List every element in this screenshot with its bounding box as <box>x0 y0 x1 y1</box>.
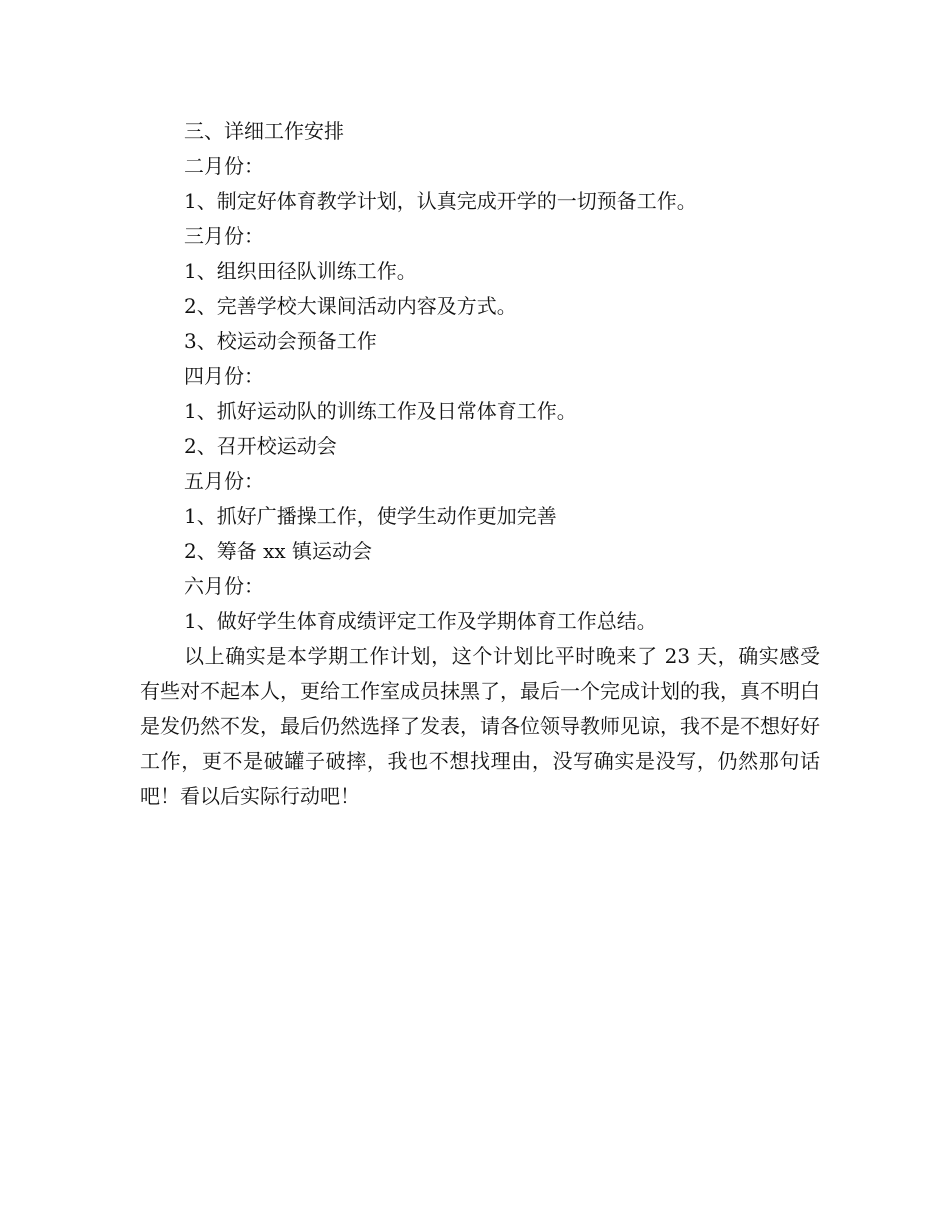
list-item: 1、组织田径队训练工作。 <box>184 259 417 283</box>
document-body <box>140 114 820 814</box>
list-item: 1、制定好体育教学计划，认真完成开学的一切预备工作。 <box>184 189 697 213</box>
list-item: 1、抓好运动队的训练工作及日常体育工作。 <box>184 399 577 423</box>
list-item: 2、召开校运动会 <box>184 434 337 458</box>
list-item: 2、筹备 xx 镇运动会 <box>184 539 372 563</box>
list-item: 1、抓好广播操工作，使学生动作更加完善 <box>184 504 557 528</box>
month-heading-april: 四月份： <box>184 364 264 388</box>
list-item: 1、做好学生体育成绩评定工作及学期体育工作总结。 <box>184 609 657 633</box>
list-item: 2、完善学校大课间活动内容及方式。 <box>184 294 517 318</box>
month-heading-may: 五月份： <box>184 469 264 493</box>
month-heading-june: 六月份： <box>184 574 264 598</box>
closing-paragraph: 以上确实是本学期工作计划，这个计划比平时晚来了 23 天，确实感受有些对不起本人，更给工作室成员抹黑了，最后一个完成计划的我，真不明白是发仍然不发，最后仍然选择了发表，请各位领导教师见谅，我不是不想好好工作，更不是破罐子破摔，我也不想找理由，没写确实是没写，仍然那句话吧！看以后实际行动吧！ <box>140 644 820 808</box>
month-heading-march: 三月份： <box>184 224 264 248</box>
list-item: 3、校运动会预备工作 <box>184 329 377 353</box>
section-title: 三、详细工作安排 <box>184 119 344 143</box>
month-heading-february: 二月份： <box>184 154 264 178</box>
